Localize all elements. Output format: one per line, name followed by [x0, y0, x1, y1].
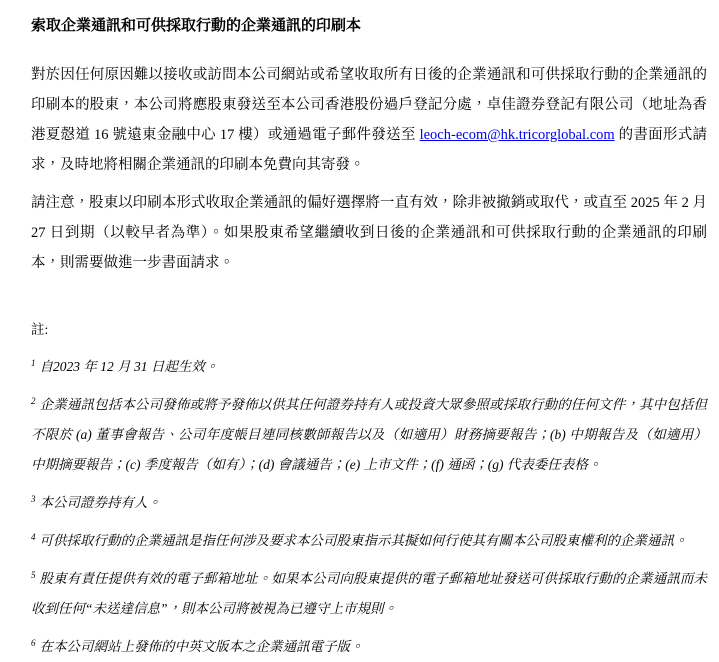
footnote-1-text: 自2023 年 12 月 31 日起生效。 — [39, 359, 219, 374]
footnote-5 — [31, 564, 707, 624]
footnote-3 — [31, 488, 707, 518]
footnote-1 — [31, 352, 707, 382]
footnote-3-number: 3 — [31, 493, 36, 504]
validity-notice-paragraph: 請注意，股東以印刷本形式收取企業通訊的偏好選擇將一直有效，除非被撤銷或取代，或直至 2025 年 2 月 27 日到期（以較早者為準）。如果股東希望繼續收到日後的企業通訊和可供採取行動的企業通訊的印刷本，則需要做進一步書面請求。 — [31, 195, 707, 271]
footnote-6-number: 6 — [31, 637, 36, 648]
footnote-4-text: 可供採取行動的企業通訊是指任何涉及要求本公司股東指示其擬如何行使其有關本公司股東權利的企業通訊。 — [39, 533, 688, 548]
footnote-5-text: 股東有責任提供有效的電子郵箱地址。如果本公司向股東提供的電子郵箱地址發送可供採取行動的企業通訊而未收到任何“未送達信息”，則本公司將被視為已遵守上市規則。 — [31, 571, 707, 616]
footnote-5-number: 5 — [31, 569, 36, 580]
page-title: 索取企業通訊和可供採取行動的企業通訊的印刷本 — [31, 18, 362, 34]
request-instructions-paragraph — [31, 60, 707, 180]
footnote-1-number: 1 — [31, 357, 36, 368]
paragraph1-before-link: 對於因任何原因難以接收或訪問本公司網站或希望收取所有日後的企業通訊和可供採取行動的企業通訊的印刷本的股東，本公司將應股東發送至本公司香港股份過戶登記分處，卓佳證券登記有限公司（地址為香港夏慤道 16 號遠東金融中心 17 樓）或通過電子郵件發送至 — [31, 67, 707, 143]
footnote-6 — [31, 632, 707, 662]
footnote-2-text: 企業通訊包括本公司發佈或將予發佈以供其任何證券持有人或投資大眾參照或採取行動的任何文件，其中包括但不限於 (a) 董事會報告、公司年度帳目連同核數師報告以及（如適用）財務摘要報告；(b) 中期報告及（如適用）中期摘要報告；(c) 季度報告（如有）；(d) 會議通告；(e) 上市文件；(f) 通函；(g) 代表委任表格。 — [31, 397, 707, 472]
notes-label: 註: — [31, 322, 49, 337]
footnote-6-text: 在本公司網站上發佈的中英文版本之企業通訊電子版。 — [39, 639, 364, 654]
email-link[interactable]: leoch-ecom@hk.tricorglobal.com — [419, 127, 615, 143]
footnote-3-text: 本公司證券持有人。 — [39, 495, 161, 510]
footnote-4-number: 4 — [31, 531, 36, 542]
footnote-2-number: 2 — [31, 395, 36, 406]
footnote-4 — [31, 526, 707, 556]
footnote-2 — [31, 390, 707, 480]
paragraph1-after-link: 的書面形式請求，及時地將相關企業通訊的印刷本免費向其寄發。 — [31, 127, 708, 173]
